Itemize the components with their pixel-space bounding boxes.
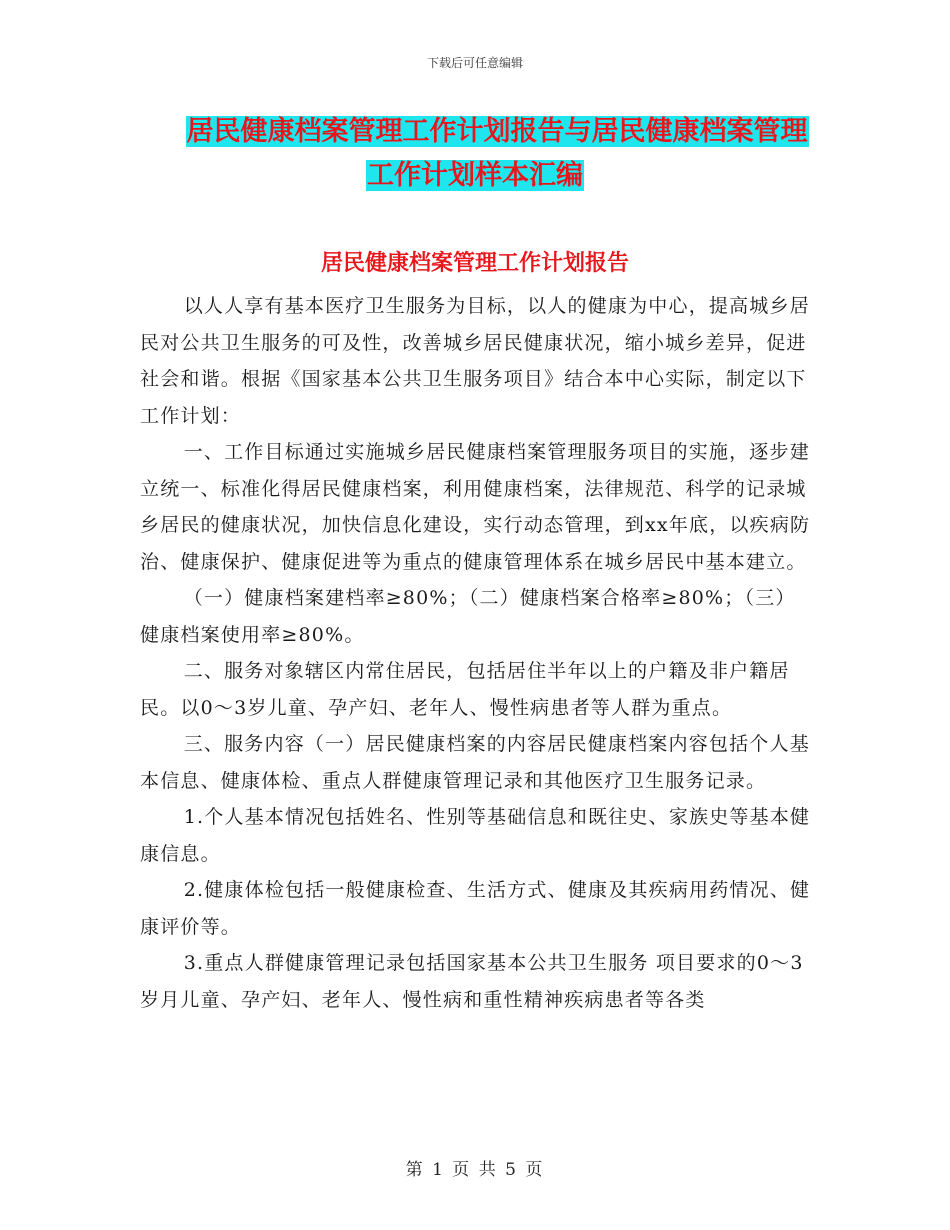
section-heading: 居民健康档案管理工作计划报告 [320,251,629,276]
download-note: 下载后可任意编辑 [426,56,523,70]
page-footer: 第 1 页 共 5 页 [405,1160,545,1180]
paragraph-goals: 一、工作目标通过实施城乡居民健康档案管理服务项目的实施，逐步建立统一、标准化得居民健康档案，利用健康档案，法律规范、科学的记录城乡居民的健康状况，加快信息化建设，实行动态管理，到xx年底，以疾病防治、健康保护、健康促进等为重点的健康管理体系在城乡居民中基本建立。 [140,441,811,573]
paragraph-service-targets: 二、服务对象辖区内常住居民，包括居住半年以上的户籍及非户籍居民。以0～3岁儿童、孕产妇、老年人、慢性病患者等人群为重点。 [140,660,790,719]
document-title [0,110,950,198]
paragraph-intro: 以人人享有基本医疗卫生服务为目标，以人的健康为中心，提高城乡居民对公共卫生服务的可及性，改善城乡居民健康状况，缩小城乡差异，促进社会和谐。根据《国家基本公共卫生服务项目》结合本中心实际，制定以下工作计划： [140,295,810,427]
paragraph-item-1: 1.个人基本情况包括姓名、性别等基础信息和既往史、家族史等基本健康信息。 [140,806,811,865]
title-line-2: 工作计划样本汇编 [367,160,583,191]
paragraph-service-content: 三、服务内容（一）居民健康档案的内容居民健康档案内容包括个人基本信息、健康体检、重点人群健康管理记录和其他医疗卫生服务记录。 [140,733,810,792]
paragraph-targets: （一）健康档案建档率≥80%；（二）健康档案合格率≥80%；（三）健康档案使用率≥80%。 [140,587,796,646]
paragraph-item-3: 3.重点人群健康管理记录包括国家基本公共卫生服务 项目要求的0～3岁月儿童、孕产妇、老年人、慢性病和重性精神疾病患者等各类 [140,952,804,1011]
paragraph-item-2: 2.健康体检包括一般健康检查、生活方式、健康及其疾病用药情况、健康评价等。 [140,879,811,938]
title-line-1: 居民健康档案管理工作计划报告与居民健康档案管理 [186,116,808,147]
body-text [140,288,812,1018]
